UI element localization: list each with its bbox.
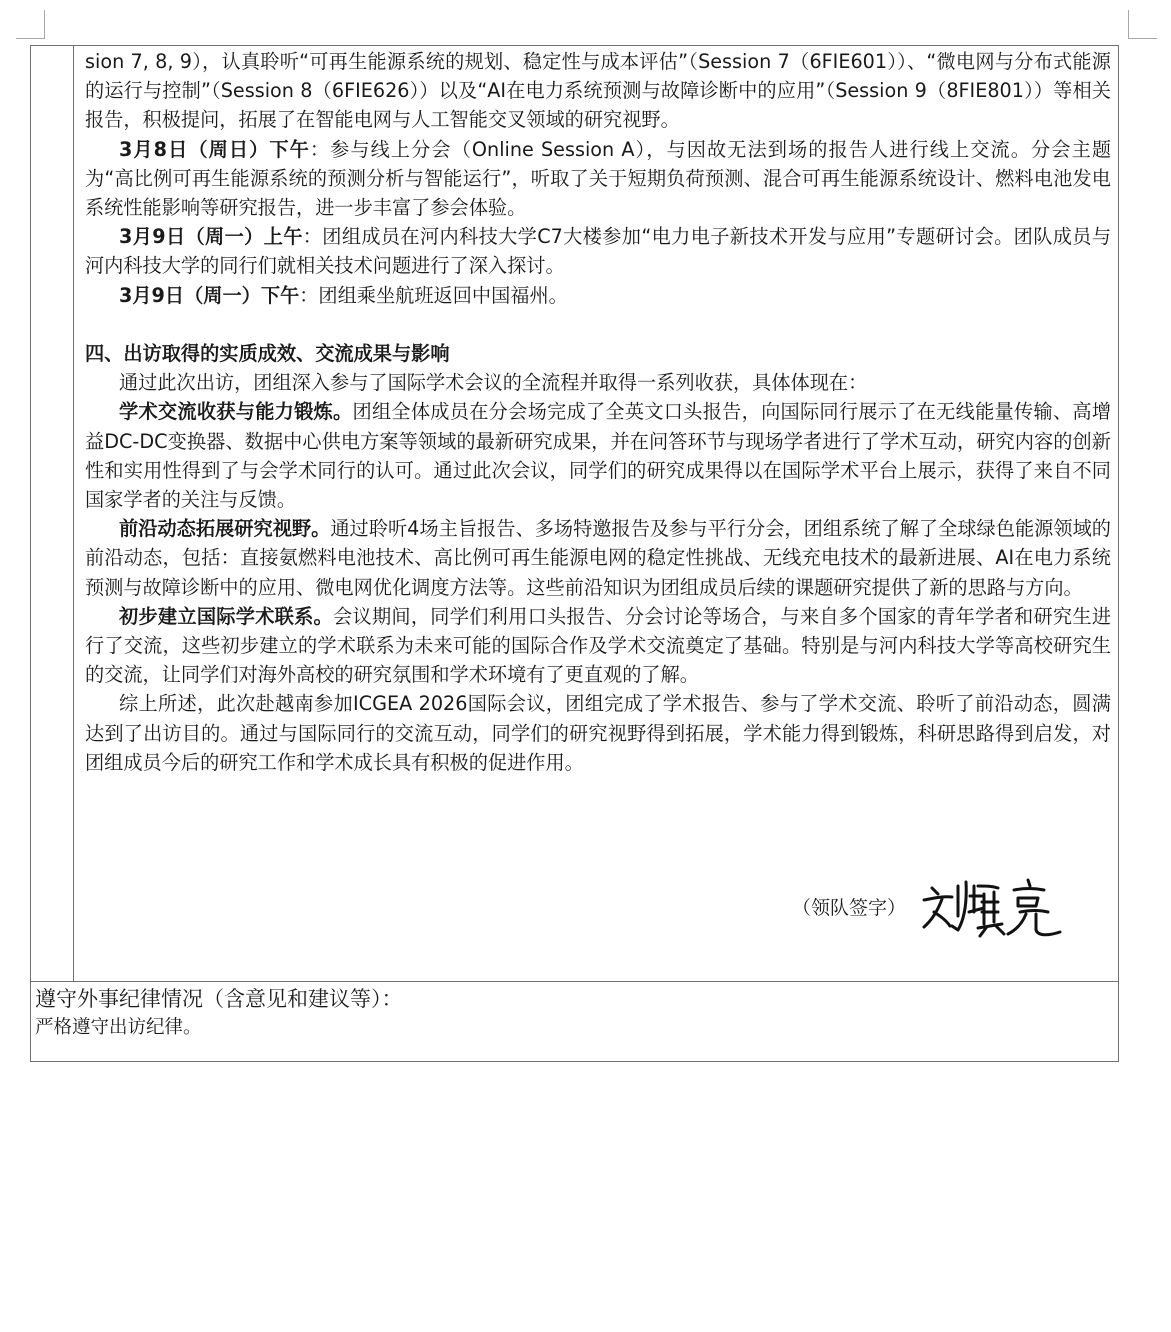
outcome-frontier-vision	[85, 514, 1111, 602]
schedule-description: ：参与线上分会（Online Session A），与因故无法到场的报告人进行线上交流。分会主题为“高比例可再生能源系统的预测分析与智能运行”，听取了关于短期负荷预测、混合可再生能源系统设计、燃料电池发电系统性能影响等研究报告，进一步丰富了参会体验。	[85, 137, 1112, 220]
outcome-international-contacts	[85, 602, 1111, 690]
outcomes-intro: 通过此次出访，团组深入参与了国际学术会议的全流程并取得一系列收获，具体体现在：	[119, 371, 868, 395]
outcome-description: 团组全体成员在分会场完成了全英文口头报告，向国际同行展示了在无线能量传输、高增益DC-DC变换器、数据中心供电方案等领域的最新研究成果，并在问答环节与现场学者进行了学术互动，研究内容的创新性和实用性得到了与会学术同行的认可。通过此次会议，同学们的研究成果得以在国际学术平台上展示，获得了来自不同国家学者的关注与反馈。	[85, 400, 1112, 512]
schedule-mar9-afternoon	[85, 281, 1111, 310]
crop-mark-top-right	[1128, 10, 1157, 39]
outcome-lead: 初步建立国际学术联系。	[119, 604, 334, 628]
table-row-divider	[30, 981, 1119, 982]
paragraph-spacer	[85, 310, 1111, 339]
session-attendance-paragraph: sion 7, 8, 9），认真聆听“可再生能源系统的规划、稳定性与成本评估”（Session 7（6FIE601））、“微电网与分布式能源的运行与控制”（Session 8（6FIE626））以及“AI在电力系统预测与故障诊断中的应用”（Session 9（8FIE801））等相关报告，积极提问，拓展了在智能电网与人工智能交叉领域的研究视野。	[85, 50, 1111, 132]
schedule-mar8-afternoon	[85, 135, 1111, 223]
schedule-date-label: 3月8日（周日）下午	[119, 137, 310, 161]
schedule-description: ：团组成员在河内科技大学C7大楼参加“电力电子新技术开发与应用”专题研讨会。团队成员与河内科技大学的同行们就相关技术问题进行了深入探讨。	[85, 225, 1112, 278]
outcome-description: 通过聆听4场主旨报告、多场特邀报告及参与平行分会，团组系统了解了全球绿色能源领域的前沿动态，包括：直接氨燃料电池技术、高比例可再生能源电网的稳定性挑战、无线充电技术的最新进展、AI在电力系统预测与故障诊断中的应用、微电网优化调度方法等。这些前沿知识为团组成员后续的课题研究提供了新的思路与方向。	[85, 517, 1111, 599]
schedule-date-label: 3月9日（周一）上午	[119, 225, 303, 249]
discipline-section-title: 遵守外事纪律情况（含意见和建议等）：	[35, 987, 403, 1011]
section-heading: 四、出访取得的实质成效、交流成果与影响	[85, 342, 450, 366]
outcome-lead: 前沿动态拓展研究视野。	[119, 517, 331, 541]
report-content	[85, 47, 1111, 777]
discipline-section-text: 严格遵守出访纪律。	[35, 1017, 202, 1038]
schedule-date-label: 3月9日（周一）下午	[119, 283, 300, 307]
summary-paragraph: 综上所述，此次赴越南参加ICGEA 2026国际会议，团组完成了学术报告、参与了学术交流、聆听了前沿动态，圆满达到了出访目的。通过与国际同行的交流互动，同学们的研究视野得到拓展，学术能力得到锻炼，科研思路得到启发，对团组成员今后的研究工作和学术成长具有积极的促进作用。	[85, 692, 1111, 774]
handwritten-signature	[918, 872, 1063, 942]
schedule-description: ：团组乘坐航班返回中国福州。	[299, 283, 568, 307]
outcome-description: 会议期间，同学们利用口头报告、分会讨论等场合，与来自多个国家的青年学者和研究生进行了交流，这些初步建立的学术联系为未来可能的国际合作及学术交流奠定了基础。特别是与河内科技大学等高校研究生的交流，让同学们对海外高校的研究氛围和学术环境有了更直观的了解。	[85, 604, 1112, 687]
outcome-lead: 学术交流收获与能力锻炼。	[119, 400, 353, 424]
schedule-mar9-morning	[85, 222, 1111, 280]
signature-label: （领队签字）	[792, 897, 907, 919]
table-inner-column-line	[73, 45, 74, 982]
outcome-academic-exchange	[85, 397, 1111, 514]
crop-mark-top-left	[16, 10, 45, 39]
